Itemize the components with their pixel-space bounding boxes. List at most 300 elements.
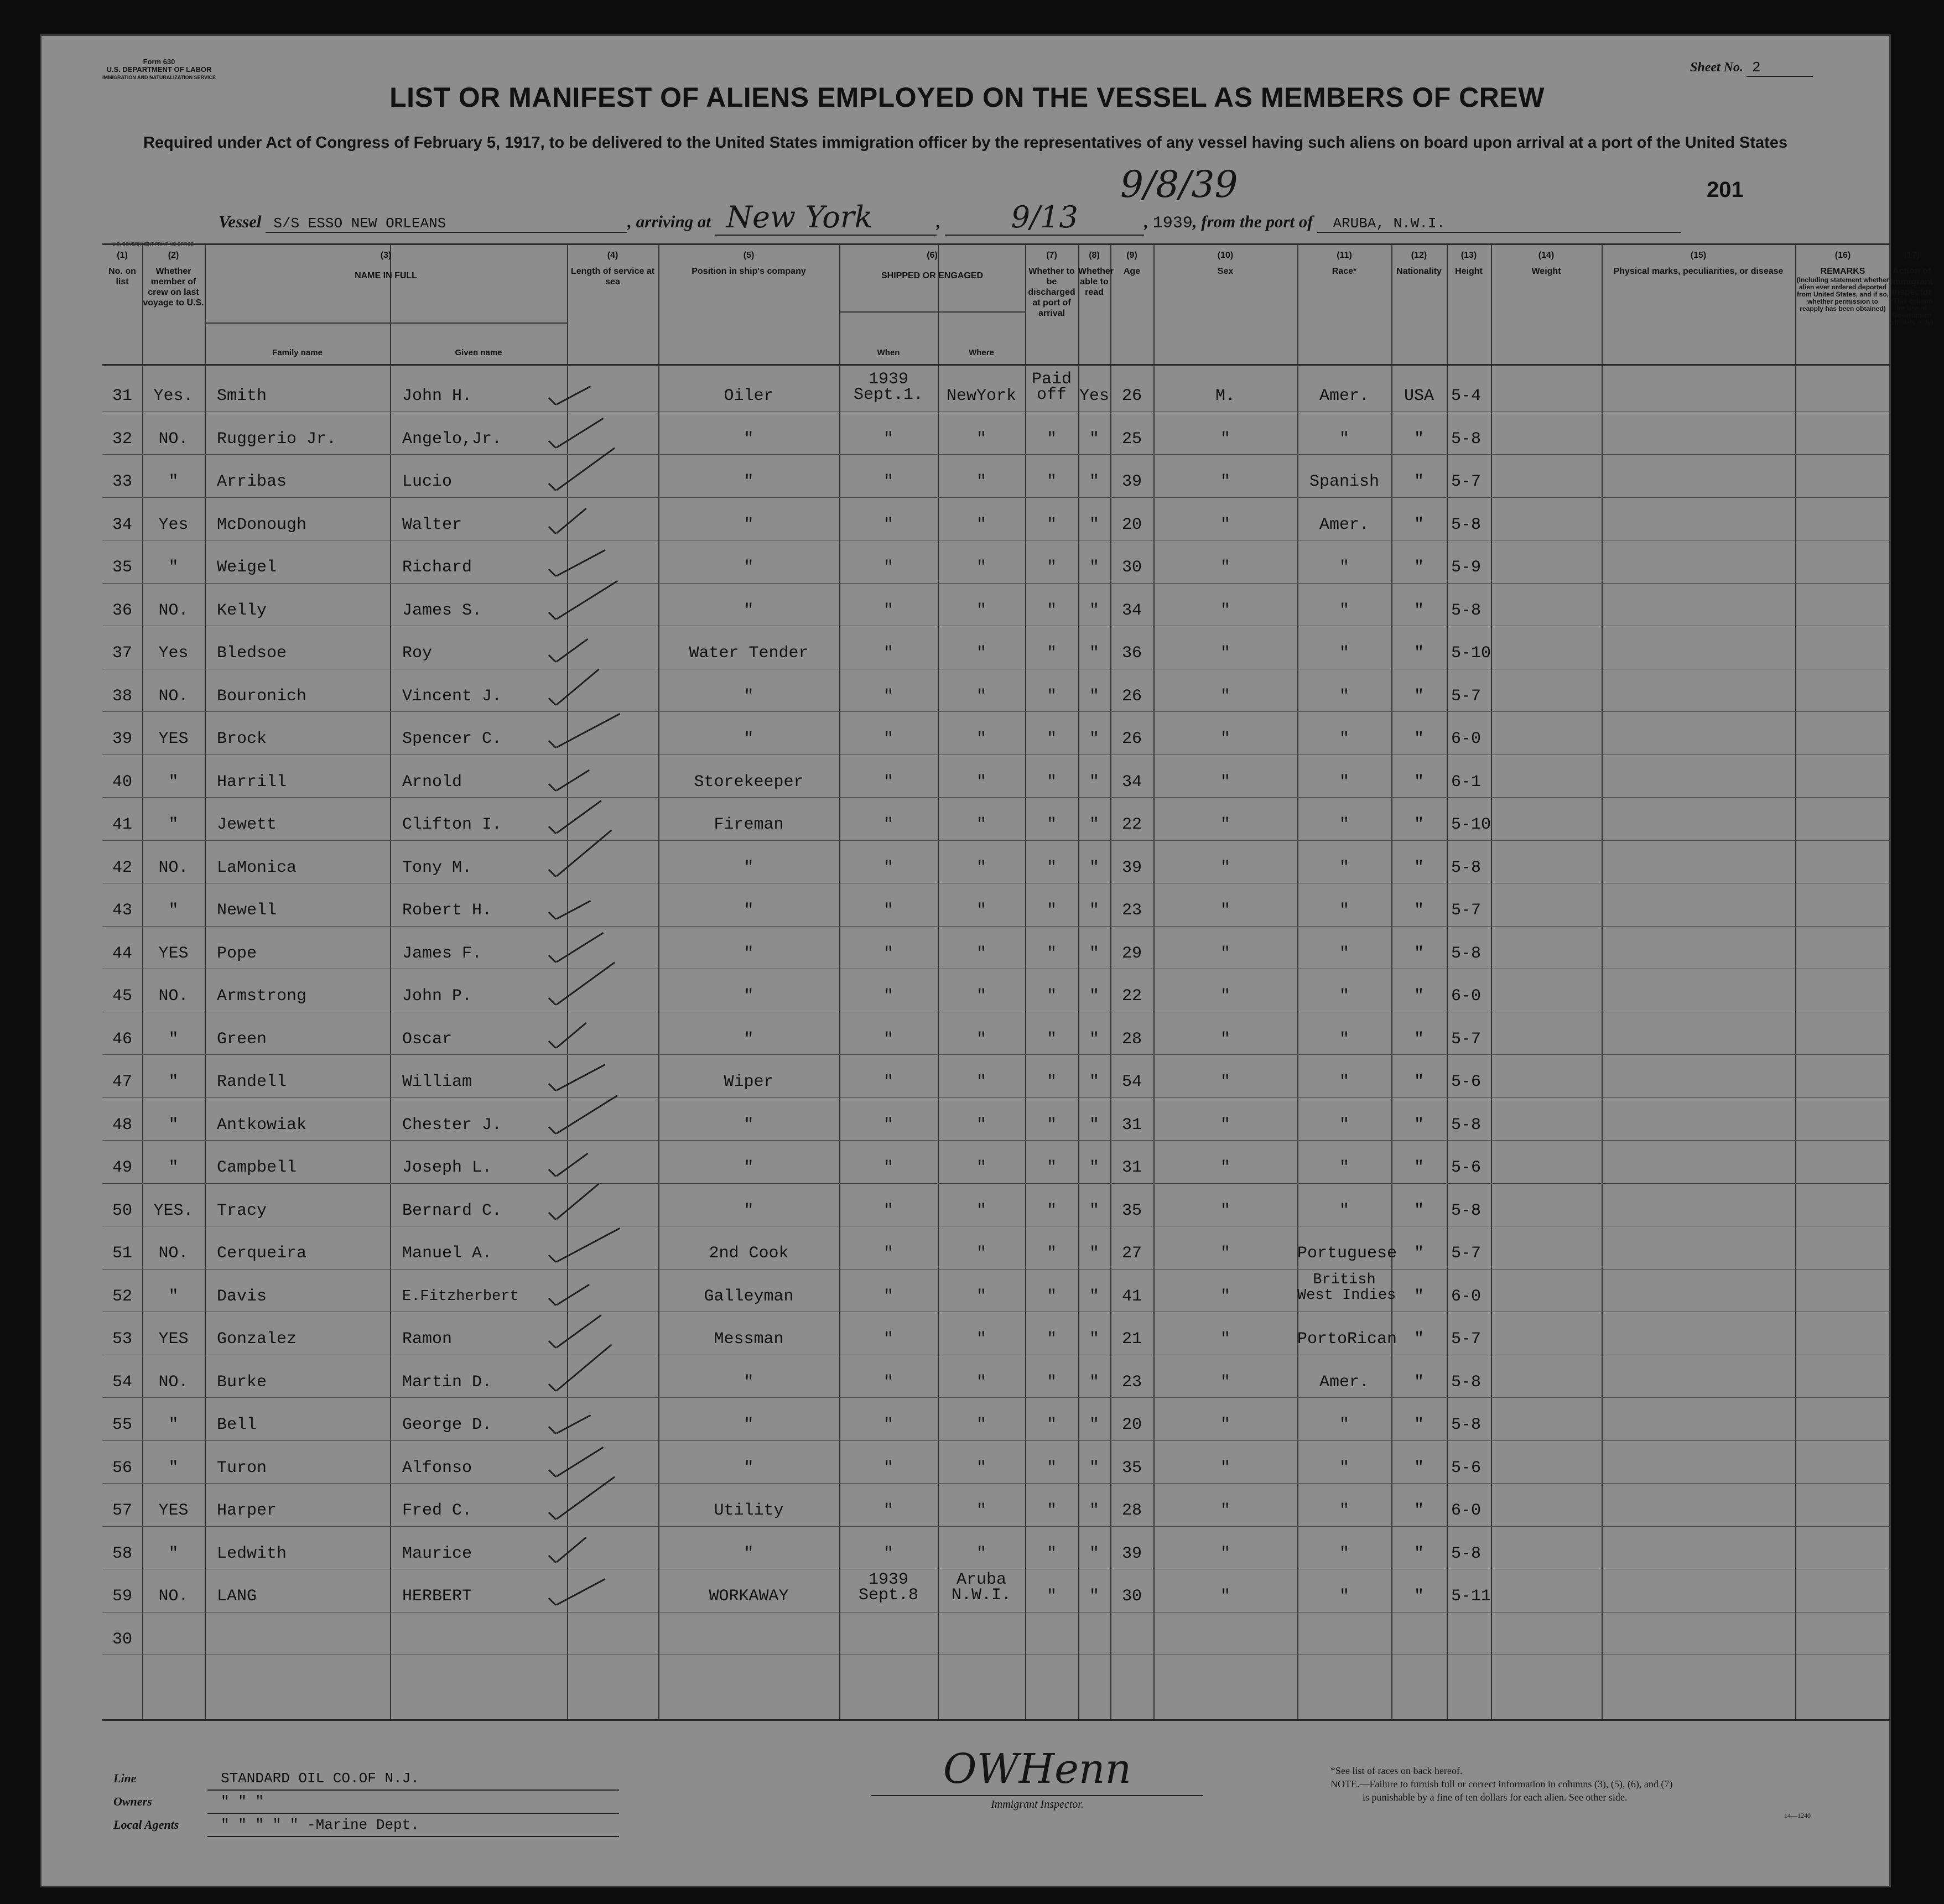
column-header (1447, 243, 1491, 362)
cell-nationality: " (1413, 1458, 1424, 1478)
cell-family: Tracy (217, 1201, 267, 1220)
cell-read: " (1089, 815, 1099, 834)
column-header (1078, 243, 1114, 362)
cell-prev: " (168, 1287, 179, 1306)
cell-discharged: " (1046, 644, 1057, 663)
cell-race: " (1339, 1158, 1349, 1177)
cell-race: " (1339, 429, 1349, 449)
cell-prev: " (168, 772, 179, 792)
cell-position: " (744, 1201, 754, 1220)
column-number: (14) (1538, 251, 1555, 260)
cell-no: 57 (112, 1501, 132, 1520)
column-label: REMARKS (1820, 267, 1865, 276)
cell-discharged: " (1046, 815, 1057, 834)
cell-height: 6-0 (1451, 730, 1482, 748)
cell-race: " (1339, 1416, 1349, 1434)
column-note: (Including statement whether alien ever ordered deported from United States, and if so, whether permission to reapply has been obtained) (1796, 276, 1889, 313)
cell-family: Harrill (217, 772, 287, 792)
cell-no: 36 (112, 601, 132, 620)
cell-age: 22 (1121, 987, 1142, 1006)
cell-read: " (1089, 558, 1099, 577)
cell-read: " (1089, 1287, 1099, 1306)
cell-prev: Yes (158, 515, 189, 534)
cell-age: 30 (1121, 558, 1142, 577)
cell-position: " (744, 730, 754, 748)
cell-nationality: " (1413, 1201, 1424, 1220)
cell-sex: " (1220, 1201, 1230, 1220)
cell-race: " (1339, 1073, 1349, 1091)
column-number: (16) (1834, 251, 1851, 260)
cell-prev: " (168, 1416, 179, 1434)
cell-when: " (883, 429, 893, 449)
cell-family: Armstrong (217, 987, 307, 1006)
cell-no: 49 (112, 1158, 132, 1177)
column-header (1391, 243, 1447, 362)
cell-position: Utility (714, 1501, 784, 1520)
cell-nationality: " (1413, 472, 1424, 491)
cell-age: 36 (1121, 644, 1142, 663)
cell-race: " (1339, 644, 1349, 663)
cell-discharged: " (1046, 1287, 1057, 1306)
cell-given: Clifton I. (402, 815, 502, 834)
cell-no: 30 (112, 1630, 132, 1649)
cell-given: Manuel A. (402, 1244, 492, 1263)
column-label: Age (1123, 267, 1141, 276)
column-number: (9) (1126, 251, 1137, 260)
cell-where: " (976, 901, 986, 920)
cell-race: " (1339, 944, 1349, 963)
column-label: Action of Immigrant Inspector (1890, 267, 1933, 297)
cell-age: 35 (1121, 1201, 1142, 1220)
inspector-signature-block (871, 1745, 1203, 1811)
cell-family: Ledwith (217, 1544, 287, 1563)
cell-sex: " (1220, 1587, 1230, 1606)
cell-discharged: Paid off (1031, 370, 1072, 404)
cell-read: " (1089, 1458, 1099, 1478)
cell-no: 59 (112, 1587, 132, 1606)
cell-given: Ramon (402, 1330, 453, 1349)
column-label: Whether to be discharged at port of arrival (1028, 267, 1075, 318)
cell-height: 5-8 (1451, 1372, 1482, 1392)
vessel-name: S/S ESSO NEW ORLEANS (266, 215, 627, 233)
cell-sex: " (1220, 601, 1230, 620)
cell-discharged: " (1046, 1115, 1057, 1135)
cell-given: Vincent J. (402, 686, 502, 706)
cell-family: Jewett (217, 815, 277, 834)
cell-given: Maurice (402, 1544, 472, 1563)
row-rule (102, 840, 1890, 841)
cell-where: " (976, 1029, 986, 1049)
cell-nationality: " (1413, 1244, 1424, 1263)
column-number: (10) (1217, 251, 1234, 260)
cell-prev: " (168, 1544, 179, 1563)
cell-family: Arribas (217, 472, 287, 491)
cell-age: 27 (1121, 1244, 1142, 1263)
column-number: (6) (927, 251, 938, 260)
cell-position: " (744, 558, 754, 577)
cell-height: 5-8 (1451, 858, 1482, 877)
cell-position: " (744, 901, 754, 920)
cell-read: " (1089, 515, 1099, 534)
cell-height: 5-8 (1451, 1544, 1482, 1563)
cell-when: 1939 Sept.1. (853, 370, 924, 404)
cell-family: Smith (217, 387, 267, 405)
cell-prev: NO. (158, 858, 189, 877)
cell-height: 6-1 (1451, 772, 1482, 792)
cell-when: " (883, 1330, 893, 1349)
column-label: SHIPPED OR ENGAGED (881, 271, 984, 280)
cell-when: " (883, 987, 893, 1006)
ship-owner-block (113, 1767, 619, 1837)
cell-prev: NO. (158, 1244, 189, 1263)
page-title: LIST OR MANIFEST OF ALIENS EMPLOYED ON THE VESSEL AS MEMBERS OF CREW (389, 82, 1545, 113)
form-number: Form 630 (143, 58, 175, 66)
cell-when: " (883, 686, 893, 706)
cell-discharged: " (1046, 1244, 1057, 1263)
cell-nationality: " (1413, 1330, 1424, 1349)
cell-discharged: " (1046, 944, 1057, 963)
sheet-number (1690, 59, 1813, 77)
cell-given: Lucio (402, 472, 453, 491)
cell-age: 26 (1121, 686, 1142, 706)
cell-sex: " (1220, 686, 1230, 706)
cell-race: " (1339, 558, 1349, 577)
column-number: (13) (1460, 251, 1477, 260)
agents-label: Local Agents (113, 1818, 179, 1832)
cell-where: " (976, 686, 986, 706)
cell-nationality: " (1413, 1029, 1424, 1049)
cell-given: Spencer C. (402, 730, 502, 748)
subtitle: Required under Act of Congress of February 5, 1917, to be delivered to the United States immigration officer by the representatives of any vessel having such aliens on board upon arrival at a port of the United States (143, 134, 1788, 152)
cell-family: McDonough (217, 515, 307, 534)
cell-family: Green (217, 1029, 267, 1049)
cell-prev: NO. (158, 987, 189, 1006)
cell-sex: " (1220, 1544, 1230, 1563)
cell-age: 26 (1121, 730, 1142, 748)
cell-height: 6-0 (1451, 1287, 1482, 1306)
cell-where: " (976, 987, 986, 1006)
cell-no: 47 (112, 1073, 132, 1091)
cell-given: E.Fitzherbert (402, 1288, 519, 1305)
cell-position: Messman (714, 1330, 784, 1349)
cell-where: " (976, 1416, 986, 1434)
cell-age: 34 (1121, 601, 1142, 620)
cell-position: Storekeeper (694, 772, 804, 792)
column-label: NAME IN FULL (355, 271, 417, 280)
cell-family: Pope (217, 944, 257, 963)
cell-no: 43 (112, 901, 132, 920)
column-subheader: Given name (455, 348, 502, 357)
cell-discharged: " (1046, 1587, 1057, 1606)
cell-discharged: " (1046, 1458, 1057, 1478)
cell-where: " (976, 601, 986, 620)
cell-position: " (744, 601, 754, 620)
row-rule (102, 1397, 1890, 1398)
cell-when: " (883, 1287, 893, 1306)
column-label: Sex (1217, 267, 1234, 276)
vessel-line: Vessel S/S ESSO NEW ORLEANS , arriving at New York , 9/13 , 1939, from the port of ARUBA, N.W.I. (219, 200, 1681, 236)
cell-read: " (1089, 429, 1099, 449)
cell-nationality: " (1413, 601, 1424, 620)
cell-when: " (883, 644, 893, 663)
row-rule (102, 1054, 1890, 1055)
cell-age: 29 (1121, 944, 1142, 963)
cell-no: 48 (112, 1115, 132, 1135)
cell-height: 5-10 (1451, 644, 1491, 663)
cell-race: British West Indies (1297, 1271, 1396, 1304)
cell-when: " (883, 772, 893, 792)
column-number: (11) (1337, 251, 1352, 260)
cell-where: " (976, 944, 986, 963)
cell-no: 51 (112, 1244, 132, 1263)
cell-where: NewYork (946, 387, 1017, 405)
cell-sex: " (1220, 858, 1230, 877)
cell-where: " (976, 815, 986, 834)
cell-height: 5-7 (1451, 1244, 1482, 1263)
line-label: Line (113, 1771, 137, 1785)
cell-nationality: " (1413, 1287, 1424, 1306)
cell-nationality: " (1413, 515, 1424, 534)
cell-where: " (976, 1073, 986, 1091)
column-label: Nationality (1396, 267, 1442, 276)
cell-given: George D. (402, 1416, 492, 1434)
cell-given: Robert H. (402, 901, 492, 920)
cell-race: Portuguese (1297, 1244, 1397, 1263)
cell-read: " (1089, 1115, 1099, 1135)
cell-family: Cerqueira (217, 1244, 307, 1263)
column-header (1890, 243, 1933, 362)
cell-race: " (1339, 1029, 1349, 1049)
cell-age: 30 (1121, 1587, 1142, 1606)
from-label: , from the port of (1192, 212, 1313, 231)
cell-prev: YES. (153, 1201, 194, 1220)
cell-where: " (976, 772, 986, 792)
cell-sex: " (1220, 472, 1230, 491)
cell-position: " (744, 472, 754, 491)
cell-family: Antkowiak (217, 1115, 307, 1135)
vessel-label: Vessel (219, 212, 262, 231)
cell-sex: " (1220, 901, 1230, 920)
sheet-number-value: 2 (1747, 59, 1813, 77)
cell-prev: " (168, 1458, 179, 1478)
cell-discharged: " (1046, 686, 1057, 706)
cell-prev: NO. (158, 1587, 189, 1606)
cell-sex: " (1220, 558, 1230, 577)
inspector-signature: OWHenn (943, 1745, 1132, 1793)
cell-discharged: " (1046, 472, 1057, 491)
column-header (567, 243, 658, 362)
cell-race: " (1339, 601, 1349, 620)
cell-no: 40 (112, 772, 132, 792)
cell-prev: " (168, 1029, 179, 1049)
cell-height: 5-7 (1451, 686, 1482, 706)
cell-given: Tony M. (402, 858, 472, 877)
cell-race: Amer. (1319, 387, 1369, 405)
cell-when: " (883, 558, 893, 577)
cell-nationality: " (1413, 644, 1424, 663)
cell-no: 42 (112, 858, 132, 877)
cell-height: 5-6 (1451, 1073, 1482, 1091)
cell-sex: " (1220, 1330, 1230, 1349)
column-number: (15) (1690, 251, 1707, 260)
agents-value: " " " " " -Marine Dept. (207, 1814, 619, 1837)
cell-sex: " (1220, 1244, 1230, 1263)
cell-race: " (1339, 730, 1349, 748)
cell-when: 1939 Sept.8 (858, 1570, 919, 1605)
cell-height: 5-10 (1451, 815, 1491, 834)
cell-no: 44 (112, 944, 132, 963)
cell-no: 33 (112, 472, 132, 491)
cell-height: 5-8 (1451, 1416, 1482, 1434)
cell-sex: " (1220, 1372, 1230, 1392)
form-info (102, 58, 216, 81)
cell-position: Wiper (724, 1073, 774, 1091)
cell-family: Brock (217, 730, 267, 748)
manifest-sheet (40, 34, 1933, 1887)
cell-prev: NO. (158, 686, 189, 706)
crew-table (102, 243, 1890, 1721)
cell-no: 39 (112, 730, 132, 748)
cell-no: 55 (112, 1416, 132, 1434)
cell-when: " (883, 1201, 893, 1220)
cell-nationality: " (1413, 1416, 1424, 1434)
row-rule (102, 797, 1890, 798)
form-code: 14—1240 (1784, 1812, 1811, 1819)
cell-given: HERBERT (402, 1587, 472, 1606)
cell-where: " (976, 644, 986, 663)
cell-race: " (1339, 1458, 1349, 1478)
cell-age: 26 (1121, 387, 1142, 405)
cell-when: " (883, 601, 893, 620)
column-number: (4) (607, 251, 618, 260)
cell-read: " (1089, 1073, 1099, 1091)
cell-no: 41 (112, 815, 132, 834)
cell-nationality: " (1413, 686, 1424, 706)
cell-where: Aruba N.W.I. (951, 1570, 1012, 1605)
departure-port: ARUBA, N.W.I. (1317, 215, 1681, 233)
cell-position: Fireman (714, 815, 784, 834)
cell-given: Fred C. (402, 1501, 472, 1520)
cell-where: " (976, 1201, 986, 1220)
cell-discharged: " (1046, 1330, 1057, 1349)
cell-when: " (883, 944, 893, 963)
cell-no: 38 (112, 686, 132, 706)
cell-discharged: " (1046, 858, 1057, 877)
cell-when: " (883, 1458, 893, 1478)
cell-nationality: USA (1404, 387, 1434, 405)
cell-age: 34 (1121, 772, 1142, 792)
cell-discharged: " (1046, 1544, 1057, 1563)
cell-nationality: " (1413, 1158, 1424, 1177)
cell-prev: YES (158, 1501, 189, 1520)
cell-given: John H. (402, 387, 472, 405)
cell-discharged: " (1046, 772, 1057, 792)
cell-position: " (744, 1416, 754, 1434)
cell-read: " (1089, 1416, 1099, 1434)
cell-sex: " (1220, 815, 1230, 834)
column-label: Physical marks, peculiarities, or disease (1613, 267, 1784, 276)
cell-height: 6-0 (1451, 987, 1482, 1006)
cell-discharged: " (1046, 1158, 1057, 1177)
cell-read: Yes (1079, 387, 1109, 405)
cell-position: " (744, 429, 754, 449)
cell-prev: " (168, 1158, 179, 1177)
column-number: (5) (743, 251, 755, 260)
cell-read: " (1089, 1501, 1099, 1520)
cell-race: Amer. (1319, 1372, 1369, 1392)
cell-prev: " (168, 558, 179, 577)
cell-race: Spanish (1309, 472, 1380, 491)
cell-age: 28 (1121, 1501, 1142, 1520)
cell-sex: " (1220, 1287, 1230, 1306)
cell-where: " (976, 858, 986, 877)
cell-sex: " (1220, 987, 1230, 1006)
column-label: Race* (1332, 267, 1357, 276)
cell-family: Bell (217, 1416, 257, 1434)
cell-when: " (883, 1115, 893, 1135)
cell-discharged: " (1046, 901, 1057, 920)
cell-when: " (883, 858, 893, 877)
cell-when: " (883, 730, 893, 748)
cell-height: 5-9 (1451, 558, 1482, 577)
cell-race: " (1339, 1115, 1349, 1135)
cell-where: " (976, 1372, 986, 1392)
cell-prev: YES (158, 1330, 189, 1349)
cell-age: 39 (1121, 472, 1142, 491)
cell-where: " (976, 429, 986, 449)
cell-height: 5-6 (1451, 1458, 1482, 1478)
cell-position: " (744, 944, 754, 963)
cell-prev: " (168, 1115, 179, 1135)
cell-discharged: " (1046, 601, 1057, 620)
cell-sex: " (1220, 1073, 1230, 1091)
cell-position: " (744, 1029, 754, 1049)
cell-height: 5-7 (1451, 901, 1482, 920)
cell-discharged: " (1046, 1073, 1057, 1091)
cell-when: " (883, 472, 893, 491)
cell-age: 39 (1121, 1544, 1142, 1563)
cell-age: 35 (1121, 1458, 1142, 1478)
row-rule (102, 1526, 1890, 1527)
cell-when: " (883, 1029, 893, 1049)
cell-height: 5-7 (1451, 1029, 1482, 1049)
cell-sex: " (1220, 644, 1230, 663)
cell-height: 5-8 (1451, 515, 1482, 534)
line-value: STANDARD OIL CO.OF N.J. (207, 1767, 619, 1791)
cell-prev: NO. (158, 1372, 189, 1392)
cell-read: " (1089, 858, 1099, 877)
cell-race: " (1339, 686, 1349, 706)
cell-given: Alfonso (402, 1458, 472, 1478)
cell-family: LaMonica (217, 858, 297, 877)
cell-discharged: " (1046, 1372, 1057, 1392)
cell-sex: " (1220, 1115, 1230, 1135)
row-rule (102, 583, 1890, 584)
cell-given: James S. (402, 601, 482, 620)
cell-position: Galleyman (704, 1287, 794, 1306)
cell-nationality: " (1413, 730, 1424, 748)
cell-age: 31 (1121, 1158, 1142, 1177)
cell-prev: " (168, 472, 179, 491)
cell-family: Randell (217, 1073, 287, 1091)
cell-given: James F. (402, 944, 482, 963)
cell-position: " (744, 1458, 754, 1478)
cell-no: 35 (112, 558, 132, 577)
cell-read: " (1089, 901, 1099, 920)
cell-no: 50 (112, 1201, 132, 1220)
cell-read: " (1089, 987, 1099, 1006)
cell-prev: " (168, 1073, 179, 1091)
